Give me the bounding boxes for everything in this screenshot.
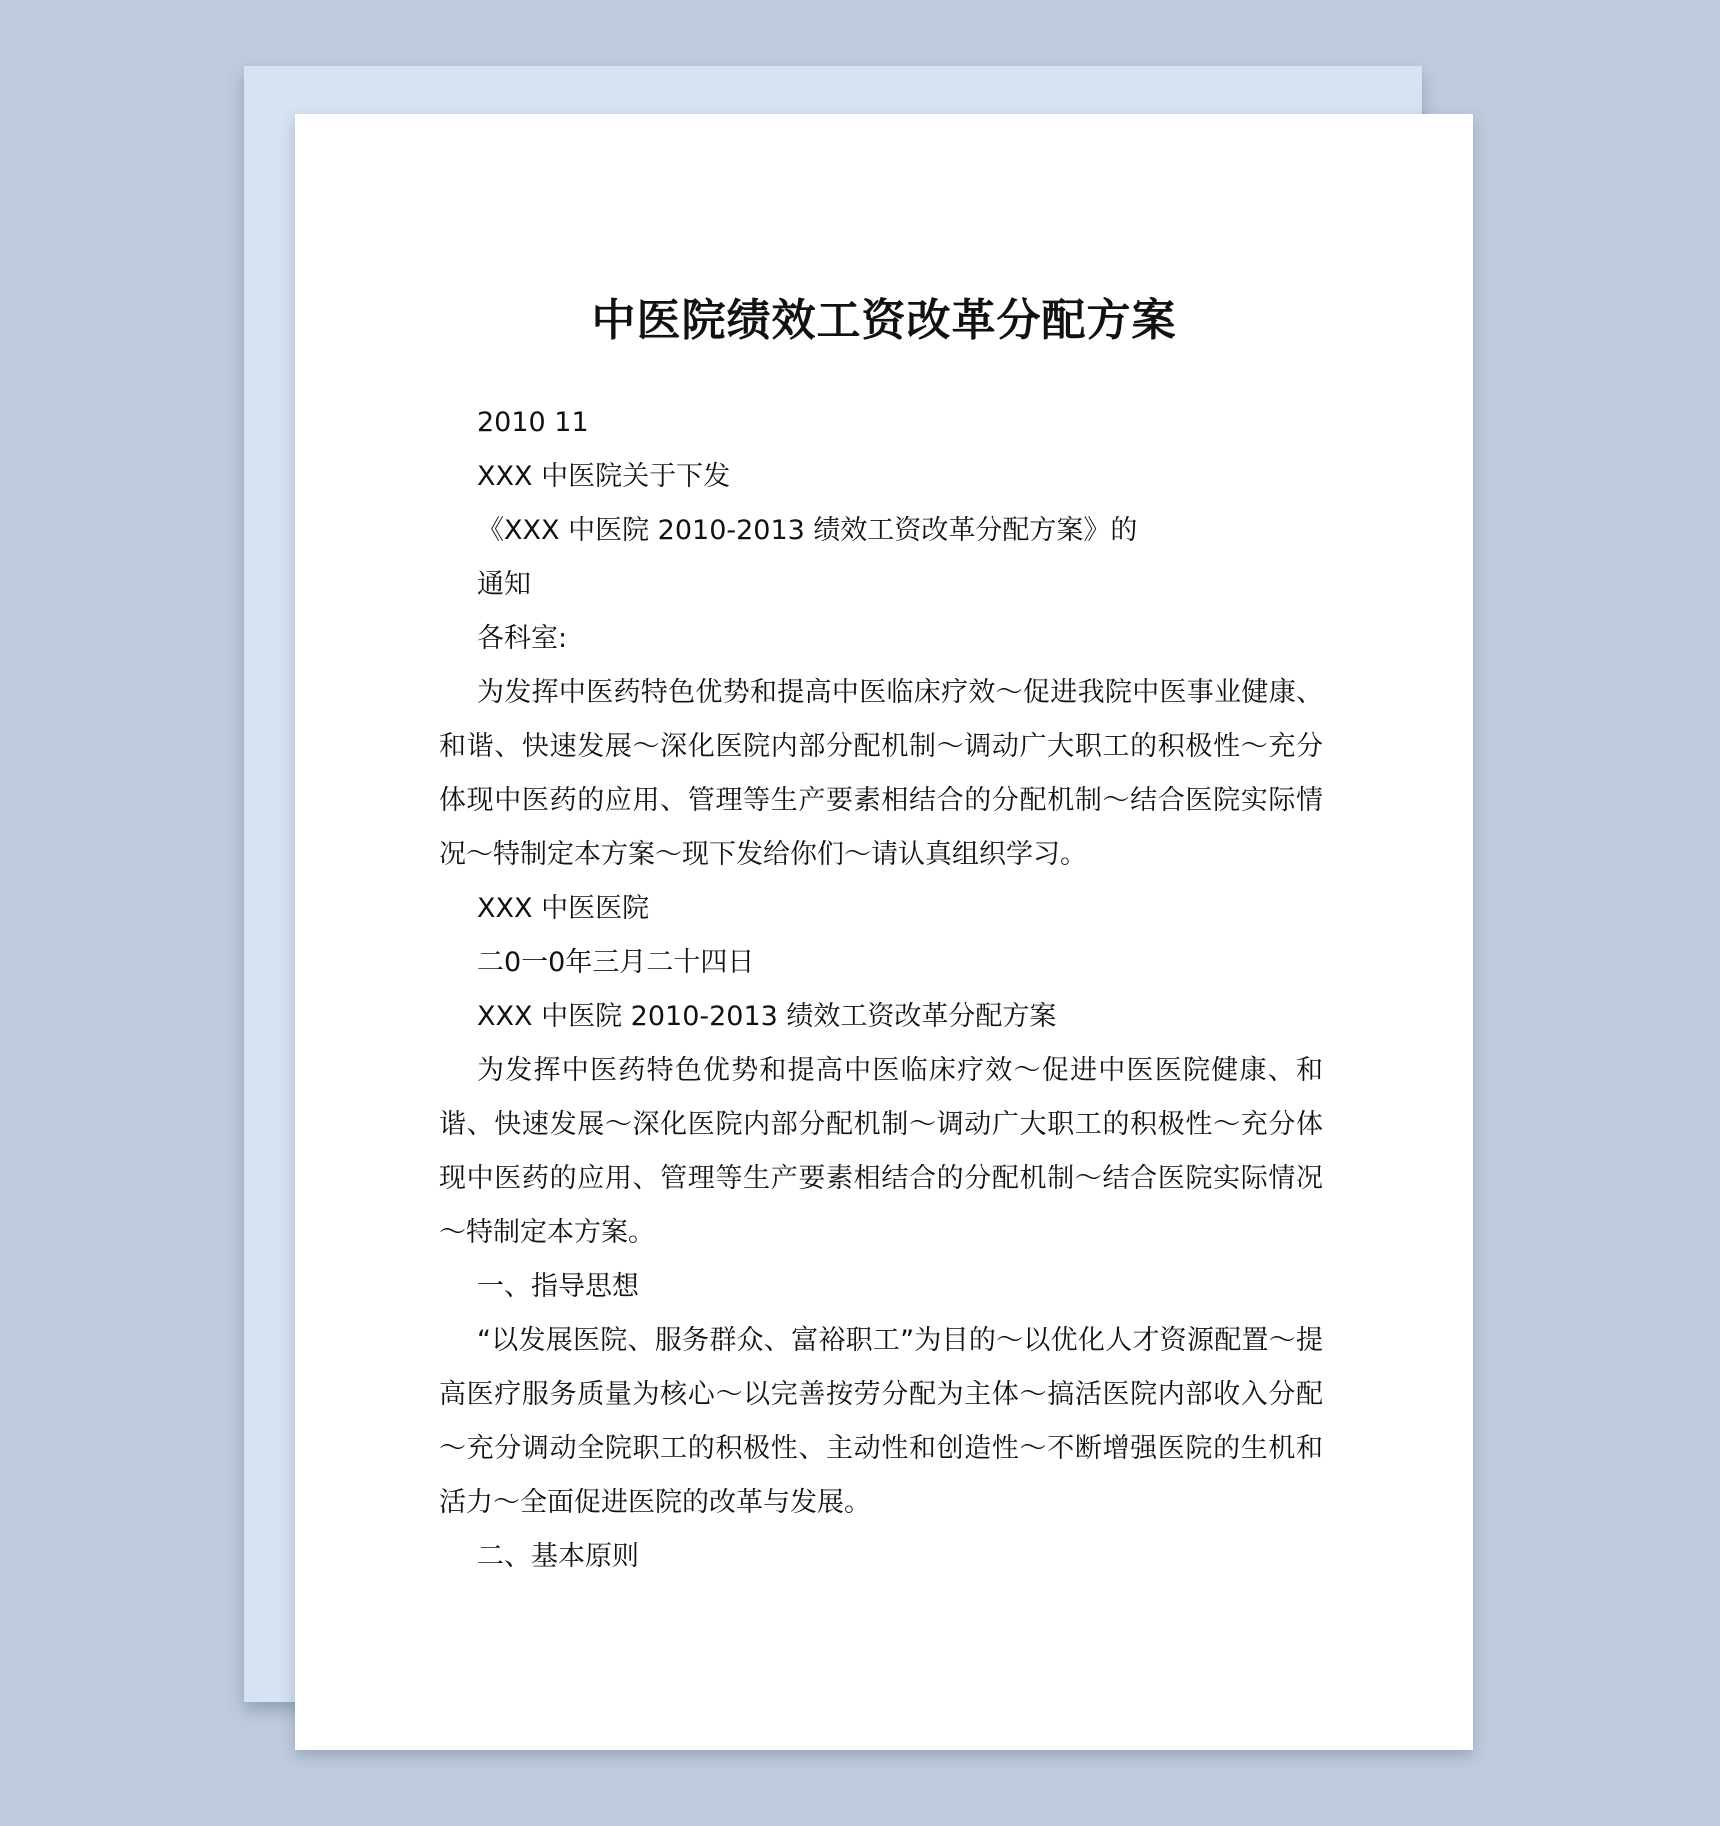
notice-heading-line-2: 《XXX 中医院 2010-2013 绩效工资改革分配方案》的 xyxy=(477,515,1138,546)
guiding-ideology-paragraph: “以发展医院、服务群众、富裕职工”为目的～以优化人才资源配置～提高医疗服务质量为核心～以完善按劳分配为主体～搞活医院内部收入分配～充分调动全院职工的积极性、主动性和创造性～不断增强医院的生机和活力～全面促进医院的改革与发展。 xyxy=(439,1325,1323,1518)
plan-intro-paragraph: 为发挥中医药特色优势和提高中医临床疗效～促进中医医院健康、和谐、快速发展～深化医院内部分配机制～调动广大职工的积极性～充分体现中医药的应用、管理等生产要素相结合的分配机制～结合医院实际情况～特制定本方案。 xyxy=(439,1055,1323,1248)
issue-date: 二0一0年三月二十四日 xyxy=(477,947,755,978)
issuer-name: XXX 中医医院 xyxy=(477,893,650,924)
plan-heading: XXX 中医院 2010-2013 绩效工资改革分配方案 xyxy=(477,1001,1057,1032)
document-page xyxy=(295,114,1473,1750)
salutation: 各科室: xyxy=(477,623,568,654)
document-title: 中医院绩效工资改革分配方案 xyxy=(591,295,1177,346)
section-heading-guiding-ideology: 一、指导思想 xyxy=(477,1271,639,1302)
notice-heading-line-3: 通知 xyxy=(477,569,531,600)
notice-heading-line-1: XXX 中医院关于下发 xyxy=(477,461,731,492)
document-body xyxy=(439,396,1323,1584)
date-line: 2010 11 xyxy=(477,407,589,438)
notice-body-paragraph: 为发挥中医药特色优势和提高中医临床疗效～促进我院中医事业健康、和谐、快速发展～深化医院内部分配机制～调动广大职工的积极性～充分体现中医药的应用、管理等生产要素相结合的分配机制～结合医院实际情况～特制定本方案～现下发给你们～请认真组织学习。 xyxy=(439,677,1323,870)
section-heading-basic-principles: 二、基本原则 xyxy=(477,1541,639,1572)
